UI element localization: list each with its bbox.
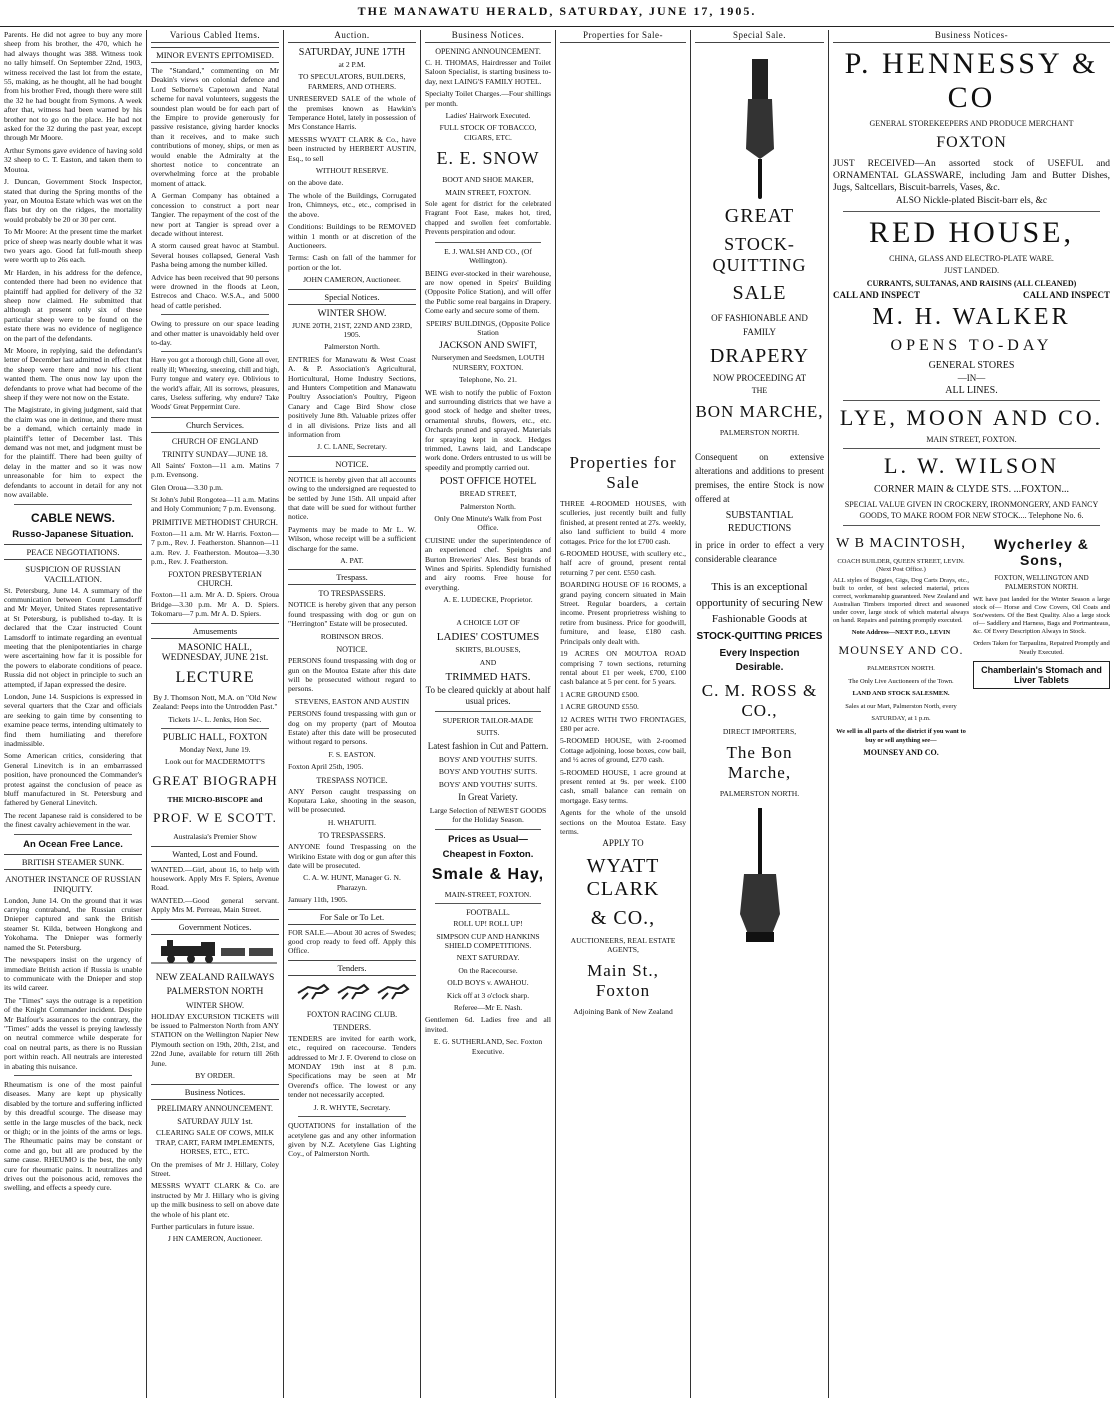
paragraph: Glen Oroua—3.30 p.m. [151, 482, 223, 492]
advert-heading: FOXTON RACING CLUB. [306, 1009, 398, 1019]
advert-title: DRAPERY [709, 345, 810, 367]
column-heading: Auction. [288, 30, 416, 43]
paragraph: Adjoining Bank of New Zealand [573, 1006, 673, 1016]
paragraph: ANYONE found Trespassing on the Wirikino Estate with dog or gun after this date will be prosecuted. [288, 842, 416, 870]
paragraph: J HN CAMERON, Auctioneer. [167, 1234, 263, 1244]
paragraph: MESSRS WYATT CLARK & Co., have been instructed by HERBERT AUSTIN, Esq., to sell [288, 134, 416, 163]
advert-title: Smale & Hay, [431, 865, 545, 883]
advert-left [833, 530, 969, 761]
paragraph: H. WHATUITI. [327, 817, 377, 827]
advert-heading: TENDERS. [333, 1022, 371, 1032]
advert-heading: SATURDAY JULY 1st. [177, 1117, 253, 1127]
section-heading: Trespass. [288, 569, 416, 585]
paragraph: Terms: Cash on fall of the hammer for portion or the lot. [288, 253, 416, 272]
paragraph: The whole of the Buildings, Corrugated Iron, Chimneys, etc., etc., comprised in the above. [288, 190, 416, 219]
advert-title: MOUNSEY AND CO. [838, 643, 964, 658]
paragraph: STEVENS, EASTON AND AUSTIN [294, 696, 410, 706]
paragraph: DIRECT IMPORTERS, [722, 727, 797, 737]
advert-heading: TRIMMED HATS. [445, 670, 531, 683]
advert-heading: MASONIC HALL, WEDNESDAY, JUNE 21st. [161, 642, 269, 663]
advert-right [973, 530, 1110, 761]
advert-heading: POST OFFICE HOTEL [439, 476, 537, 488]
paragraph: —IN— [957, 372, 986, 383]
paragraph: OLD BOYS v. AWAHOU. [447, 978, 529, 988]
column-heading: Special Sale. [695, 30, 824, 43]
paragraph: Foxton April 25th, 1905. [288, 762, 364, 772]
advert-title: E. E. SNOW [436, 148, 540, 169]
column-special-sale [691, 30, 828, 1398]
divider [14, 504, 132, 505]
advert-title: & CO., [590, 906, 656, 929]
divider [298, 1116, 406, 1117]
paragraph: SKIRTS, BLOUSES, [455, 645, 521, 655]
paragraph: We sell in all parts of the district if you want to buy or sell anything see— [836, 727, 966, 744]
paragraph: A. E. LUDECKE, Proprietor. [443, 595, 533, 605]
advert-title: GREAT BIOGRAPH [152, 772, 278, 788]
paragraph: Orders Taken for Tarpaulins, Repaired Promptly and Neatly Executed. [973, 639, 1110, 657]
paragraph: FOXTON, WELLINGTON AND PALMERSTON NORTH. [994, 574, 1089, 592]
call-text: CALL AND INSPECT [1022, 290, 1110, 301]
advert-title: GREAT [724, 205, 795, 227]
paragraph: BY ORDER. [195, 1071, 235, 1080]
paragraph: APPLY TO [602, 838, 644, 849]
paragraph: TENDERS are invited for earth work, etc., required on racecourse. Tenders addressed to Mr J. F. Overend to close on MONDAY 19th inst at 8 p.m. Specifications may be seen at Mr Overend's office. The lowest or any tender not necessarily accepted. [288, 1033, 416, 1100]
paragraph: C. H. THOMAS, Hairdresser and Toilet Saloon Specialist, is starting business to-day, next LAING'S FAMILY HOTEL. [425, 58, 551, 86]
advert-heading: TO TRESPASSERS. [318, 589, 386, 599]
column-properties [556, 30, 690, 1398]
paragraph: PERSONS found trespassing with dog or gun on the Moutoa Estate after this date will be prosecuted without regard to persons. [288, 656, 416, 694]
paragraph: Telephone, No. 21. [459, 375, 517, 385]
paragraph: STOCK-QUITTING PRICES [696, 631, 823, 643]
paragraph: WE wish to notify the public of Foxton and surrounding districts that we have a good stock of hedge and shelter trees, ornamental shrubs, flowers, etc., etc. Orchards pruned and sprayed. Materials for spraying kept in stock. Hedges trimmed, Lawns laid, and Landscape work done. Orders entrusted to us will be speedily and promptly carried out. [425, 387, 551, 472]
paragraph: MOUNSEY AND CO. [863, 748, 939, 758]
paragraph: JUST RECEIVED—An assorted stock of USEFUL and ORNAMENTAL GLASSWARE, including Jam and Butter Dishes, Jugs, Saltcellars, Biscuit-barrels, Vases, &c. [833, 159, 1110, 194]
advert-heading: NEW ZEALAND RAILWAYS [155, 972, 275, 983]
advert-title: LECTURE [175, 668, 255, 686]
paragraph: Foxton—11 a.m. Mr A. D. Spiers. Oroua Bridge—3.30 p.m. Mr A. D. Spiers. Tokomaru—7 p.m. Mr A. D. Spiers. [151, 590, 279, 619]
paragraph: The recent Japanese raid is considered to be the finest cavalry achievement in the war. [4, 810, 142, 830]
paragraph: MAIN-STREET, FOXTON. [444, 889, 532, 899]
divider [435, 711, 541, 712]
paragraph: Monday Next, June 19. [179, 744, 251, 754]
paragraph: On the premises of Mr J. Hillary, Coley Street. [151, 1159, 279, 1179]
paragraph: Look out for MACDERMOTT'S [165, 757, 265, 767]
advert-title: W B MACINTOSH, [836, 536, 966, 552]
advert-title: LYE, MOON AND CO. [839, 404, 1104, 430]
paragraph: ROLL UP! ROLL UP! [453, 919, 523, 929]
column-news [0, 30, 146, 1398]
section-heading: Special Notices. [288, 289, 416, 305]
paragraph: ENTRIES for Manawatu & West Coast A. & P. Association's Agricultural, Horticultural, Home Industry Sections, and Hunters Competition and Manawatu Poultry Association's Poultry, Pigeon Canary and Cage Bird Show close positively June 8th. Valuable prizes offer d in all divisions. Prize lists and all information from [288, 354, 416, 439]
paragraph: MAIN STREET, FOXTON. [926, 434, 1017, 444]
section-heading: Government Notices. [151, 919, 279, 935]
paragraph: Ladies' Hairwork Executed. [445, 111, 531, 121]
advert-heading: LADIES' COSTUMES [436, 631, 540, 644]
column-cabled-items [147, 30, 283, 1398]
paragraph: St John's Jubil Rongotea—11 a.m. Matins and Holy Communion; 7 p.m. Evensong. [151, 495, 279, 514]
paragraph: J. Duncan, Government Stock Inspector, stated that during the Spring months of the year, on Moutoa Estate which was wet on the flats but dry on the ridges, the mortality would probably be 20 or 30 per cent. [4, 177, 142, 224]
advert-title: C. M. ROSS & CO., [701, 681, 818, 721]
paragraph: A. PAT. [340, 556, 364, 566]
paragraph: PALMERSTON NORTH. [719, 788, 800, 798]
paragraph: 5-ROOMED HOUSE, with 2-roomed Cottage adjoining, loose boxes, cow bail, and ½ acres of ground, £270 cash. [560, 736, 686, 765]
paragraph: JUST LANDED. [944, 266, 999, 276]
divider [435, 829, 541, 830]
paragraph: ALL LINES. [945, 385, 998, 397]
pointing-hand-icon [740, 49, 780, 199]
advert-heading: PUBLIC HALL, FOXTON [162, 732, 268, 743]
paragraph: Advice has been received that 90 persons were drowned in the floods at Leon, Estrecos and Chaco. W.S.A., and 5000 head of cattle perished. [151, 272, 279, 310]
paragraph: CORNER MAIN & CLYDE STS. ...FOXTON... [874, 484, 1069, 496]
paragraph: THE MICRO-BISCOPE and [167, 794, 263, 804]
paragraph: The Magistrate, in giving judgment, said that the claim was one in detinue, and there must be a demand, which certainly made in plaintiff's letter of December last. This demand was not met, and judgment must be for the plaintiff. There had been guilty of delay in the matter and so it was now unreasonable for him to expect the defendants to account in detail for any not now available. [4, 405, 142, 500]
paragraph: COACH BUILDER, QUEEN STREET, LEVIN. (Next Post Office.) [837, 558, 965, 574]
paragraph: BEING ever-stocked in their warehouse, are now opened in Speirs' Building (Opposite Police Station), and will offer the Public some real bargains in Drapery. Come early and secure some of them. [425, 268, 551, 316]
paragraph: To be cleared quickly at about half usual prices. [425, 684, 551, 706]
paragraph: NOTICE is hereby given that all accounts owing to the undersigned are requested to be settled by June 15th. All unpaid after that date will be sued for without further notice. [288, 474, 416, 522]
advert-title: STOCK-QUITTING [712, 234, 807, 275]
advert-title: The Bon Marche, [726, 742, 793, 782]
paragraph: Owing to pressure on our space leading and other matter is unavoidably held over to-day. [151, 319, 279, 347]
advert-heading: TRESPASS NOTICE. [316, 775, 388, 785]
paragraph: Mr Harden, in his address for the defence, contended there had been no evidence that plaintiff had applied for delivery of the 32 sheep now claimed. He submitted that although at present only six of these particular sheep were to be found on the estate there was no evidence of negligence on the part of the defendants. [4, 267, 142, 343]
subheading: TRINITY SUNDAY—JUNE 18. [162, 449, 268, 459]
masthead-rule [0, 26, 1114, 27]
paragraph: THE [751, 386, 768, 396]
divider [161, 728, 269, 729]
paragraph: J. C. LANE, Secretary. [317, 442, 387, 452]
paragraph: CHINA, GLASS AND ELECTRO-PLATE WARE. [889, 253, 1054, 263]
advert-title: PROF. W E SCOTT. [153, 810, 277, 826]
paragraph: All Saints' Foxton—11 a.m. Matins 7 p.m. Evensong. [151, 460, 279, 480]
advert-heading: SATURDAY, JUNE 17TH [298, 47, 406, 58]
advert-heading: OPENING ANNOUNCEMENT. [435, 47, 541, 56]
section-heading: CABLE NEWS. [31, 510, 115, 525]
advert-title: BON MARCHE, [695, 401, 824, 421]
paragraph: St. Petersburg, June 14. A summary of the communication between Count Lamsdorff and Mr Meyer, United States representative at St Petersburg, is published to-day. It is declared that the Czar instructed Count Lamsdorff to intimate regarding an eventual meeting that the plenipotentiaries in charge were ascertaining how far it is possible for the powers to elaborate conditions of peace. Russia did not object in principle to such an attempted, if Japan expressed the desire. [4, 585, 142, 689]
paragraph: Latest fashion in Cut and Pattern. [427, 740, 549, 751]
paragraph: SUITS. [476, 728, 500, 738]
paragraph: Referee—Mr E. Nash. [453, 1003, 523, 1012]
paragraph: BOYS' AND YOUTHS' SUITS. [438, 767, 538, 777]
paragraph: ALSO Nickle-plated Biscit-barr els, &c [895, 196, 1048, 207]
masthead: THE MANAWATU HERALD, SATURDAY, JUNE 17, 1905. [357, 4, 757, 18]
column-auction [284, 30, 420, 1398]
paragraph: NOTICE is hereby given that any person found trespassing with dog or gun on "Herrington" Estate will be prosecuted. [288, 600, 416, 629]
subheading: MINOR EVENTS EPITOMISED. [151, 47, 279, 63]
divider [161, 351, 269, 352]
paragraph: on the above date. [288, 178, 344, 188]
paragraph: Sales at our Mart, Palmerston North, every [845, 702, 957, 710]
paragraph: GENERAL STORES [928, 360, 1015, 372]
paragraph: Kick off at 3 o'clock sharp. [446, 990, 530, 1000]
paragraph: The Only Live Auctioneers of the Town. [848, 677, 954, 685]
paragraph: BREAD STREET, [459, 489, 517, 499]
paragraph: 19 ACRES ON MOUTOA ROAD comprising 7 town sections, returning rental about £1 per week, £700, £100 cash balance at 5 per cent. for 5 years. [560, 649, 686, 687]
paragraph: Rheumatism is one of the most painful diseases. Many are kept up physically disabled by the torture and suffering inflicted by this dreadful scourge. The disease may settle in the large muscles of the back, neck or thigh; or in the joints of the arms or legs. The Rheumatic pains may be constant or come and go, but all are produced by the same cause. RHEUMO is the best, the only cure for rheumatic pains. It neutralizes and drives out the poisonous acid, removes the swelling, and effects a speedy cure. [4, 1079, 142, 1193]
chamberlain-advert: Chamberlain's Stomach and Liver Tablets [973, 661, 1110, 689]
paragraph: J. R. WHYTE, Secretary. [313, 1102, 391, 1112]
paragraph: In Great Variety. [458, 791, 518, 802]
paragraph: PALMERSTON NORTH. [867, 665, 935, 673]
paragraph: MAIN STREET, FOXTON. [445, 187, 531, 197]
paragraph: London, June 14. Suspicions is expressed in several quarters that the Czar and officials are seeking to gain time by consenting to examine peace terms, intending ultimately to find them humiliating and therefore inadmissible. [4, 691, 142, 748]
paragraph: By J. Thomson Nott, M.A. on "Old New Zealand: Peeps into the Untrodden Past." [152, 692, 278, 712]
divider [843, 448, 1100, 449]
advert-heading: TO TRESPASSERS. [318, 831, 386, 841]
paragraph: A storm caused great havoc at Stambul. Several houses collapsed, General Vash Pasha being among the number killed. [151, 241, 279, 270]
paragraph: Sole agent for district for the celebrated Fragrant Foot Ease, makes hot, tired, chapped and swollen feet comfortable. Prevents perspiration and odour. [425, 200, 551, 237]
column-heading: Various Cabled Items. [151, 30, 279, 43]
advert-heading: NOTICE. [336, 645, 368, 655]
paragraph: Further particulars in future issue. [151, 1222, 255, 1232]
paragraph: TO SPECULATORS, BUILDERS, FARMERS, AND OTHERS. [298, 72, 406, 91]
column-business-notices [421, 30, 555, 1398]
section-heading: For Sale or To Let. [288, 909, 416, 925]
subheading: An Ocean Free Lance. [23, 838, 123, 850]
paragraph: Tickets 1/-. L. Jenks, Hon Sec. [168, 714, 262, 724]
divider [843, 400, 1100, 401]
paragraph: Mr Moore, in replying, said the defendant's letter of December last admitted in effect that the sheep were there and now his client wanted them. The onus now lay upon the defendants to prove what had become of the sheep if they were not now on the Estate. [4, 346, 142, 403]
paragraph: Note Address—NEXT P.O., LEVIN [851, 629, 951, 637]
paragraph: The newspapers insist on the urgency of immediate British action if Russia is unable to communicate with the Dnieper and stop its wild career. [4, 955, 142, 993]
paragraph: Specialty Toilet Charges.—Four shillings per month. [425, 89, 551, 108]
paragraph: SUBSTANTIAL REDUCTIONS [725, 510, 794, 535]
paragraph: BOOT AND SHOE MAKER, [442, 175, 534, 185]
paragraph: WANTED.—Girl, about 16, to help with housework. Apply Mrs F. Spiers, Avenue Road. [151, 864, 279, 893]
paragraph: BOYS' AND YOUTHS' SUITS. [438, 754, 538, 764]
advert-title: WYATT CLARK [586, 854, 660, 900]
subheading: FOXTON PRESBYTERIAN CHURCH. [168, 570, 262, 589]
paragraph: CURRANTS, SULTANAS, AND RAISINS (ALL CLEANED) [866, 278, 1077, 288]
paragraph: in price in order to effect a very considerable clearance [695, 540, 824, 565]
paragraph: NOW PROCEEDING AT [712, 373, 807, 383]
paragraph: 12 ACRES WITH TWO FRONTAGES, £80 per acre. [560, 714, 686, 733]
subheading: PEACE NEGOTIATIONS. [4, 544, 142, 560]
paragraph: E. G. SUTHERLAND, Sec. Foxton Executive. [433, 1037, 543, 1056]
advert-heading: PRELIMARY ANNOUNCEMENT. [156, 1104, 273, 1114]
advert-heading: Cheapest in Foxton. [442, 848, 534, 860]
paragraph: Parents. He did not agree to buy any more sheep from his brother, the 470, which he had always thought was 388. Witness took no tally himself. On September 22nd, 1903, witness received the last lot from the estate, 55, making, as he thought, all he had bought from his brother Fred, though there were still the 32 he had bought from Symons. A week after that, witness had been warned by his brother not to go on the place. He had not asked for the 32 during the past year, except through Mr Moore. [4, 30, 142, 143]
paragraph: SPEIRS' BUILDINGS, (Opposite Police Station [426, 318, 550, 337]
paragraph: WE have just landed for the Winter Season a large stock of— Horse and Cow Covers, Oil Coats and Sou'westers. Of the Best Quality. Also a large stock of— Saddlery and Harness, Bags and Portmanteaus, &c. Of Every Description Always in Stock. [973, 595, 1110, 635]
paragraph: Conditions: Buildings to be REMOVED within 1 month or at discretion of the Auctioneers. [288, 222, 416, 250]
advert-heading: WINTER SHOW. [186, 1000, 244, 1010]
paragraph: The "Times" says the outrage is a repetition of the Knight Commander incident. Despite Mr Balfour's assurances to the contrary, the "Times" adds the vessel is preying lawlessly on neutral commerce while desperate for coal on neutral parts, as there is no Russian port within reach. All neutrals are interested in abating this nuisance. [4, 995, 142, 1071]
paragraph: MESSRS WYATT CLARK & Co. are instructed by Mr J. Hillary who is giving up the milk business to sell on above date the whole of his plant etc. [151, 1181, 279, 1219]
advert-title: L. W. WILSON [884, 453, 1059, 479]
paragraph: FULL STOCK OF TOBACCO, CIGARS, ETC. [439, 123, 537, 142]
divider [843, 211, 1100, 212]
paragraph: 1 ACRE GROUND £550. [560, 702, 639, 712]
racehorses-icon [288, 979, 414, 1001]
paragraph: SUPERIOR TAILOR-MADE [442, 715, 534, 725]
paragraph: JUNE 20TH, 21ST, 22ND AND 23RD, 1905. [291, 320, 413, 339]
advert-title: RED HOUSE, [868, 215, 1074, 249]
divider [14, 834, 132, 835]
section-heading: Tenders. [288, 960, 416, 976]
paragraph: SATURDAY, at 1 p.m. [871, 715, 931, 723]
paragraph: CUISINE under the superintendence of an experienced chef. Speights and Burton Breweries' Ales. Best brands of Wines and Spirits. Splendidly furnished and airy rooms. Free house for everything. [425, 535, 551, 592]
paragraph: NEXT SATURDAY. [456, 953, 520, 963]
locomotive-icon [151, 938, 277, 964]
paragraph: at 2 P.M. [338, 60, 366, 69]
paragraph: Every Inspection Desirable. [719, 648, 800, 674]
divider [843, 525, 1100, 526]
paragraph: Palmerston North. [460, 501, 516, 511]
bottom-adverts [833, 530, 1110, 761]
paragraph: London, June 14. On the ground that it was carrying contraband, the Russian cruiser Dnieper captured and sank the British steamer St. Kilda, between Hongkong and Yokohama. The Dnieper was formerly named the St. Petersburg. [4, 895, 142, 952]
paragraph: Foxton—11 a.m. Mr W. Harris. Foxton—7 p.m., Rev. J. Featherston. Shannon—11 a.m. Rev. J. Featherston. Moutoa—3.30 p.m., Rev. J. Featherston. [151, 528, 279, 567]
paragraph: A CHOICE LOT OF [456, 617, 520, 627]
paragraph: SPECIAL VALUE GIVEN IN CROCKERY, IRONMONGERY, AND FANCY GOODS, TO MAKE ROOM FOR NEW STOCK.... Telephone No. 6. [844, 500, 1099, 521]
paragraph: GENERAL STOREKEEPERS AND PRODUCE MERCHANT [869, 119, 1074, 128]
advert-title: M. H. WALKER [872, 304, 1071, 331]
paragraph: Nurserymen and Seedsmen, LOUTH NURSERY, FOXTON. [431, 353, 545, 372]
column-heading: Business Notices. [425, 30, 551, 43]
advert-heading: WINTER SHOW. [317, 308, 387, 319]
advert-poem: Have you got a thorough chill, Gone all over, really ill; Wheezing, sneezing, chill and high, Furry tongue and watery eye. Oblivious to the world's affair, All its sorrows, pleasures, cares, Useless suffering, why endure? Take Woods' Great Peppermint Cure. [151, 356, 279, 412]
divider [435, 903, 541, 904]
subheading: ANOTHER INSTANCE OF RUSSIAN INIQUITY. [5, 873, 141, 894]
paragraph: WITHOUT RESERVE. [315, 166, 389, 176]
paragraph: ALL styles of Buggies, Gigs, Dog Carts Drays, etc., built to order, of best selected material, prices correct, workmanship guaranteed. New Zealand and Australian Timbers imported direct and seasoned under cover, large stock of which material always on hand. Repairs and painting promptly executed. [833, 577, 969, 625]
paragraph: 5-ROOMED HOUSE, 1 acre ground at present rented at 9s. per week. £100 cash, small balance can remain on mortgage. Easy terms. [560, 767, 686, 805]
paragraph: WANTED.—Good general servant. Apply Mrs M. Perreau, Main Street. [151, 895, 279, 915]
section-heading: Business Notices. [151, 1084, 279, 1100]
paragraph: F. S. EASTON. [328, 749, 376, 759]
paragraph: AND [479, 657, 497, 667]
paragraph: Only One Minute's Walk from Post Office. [434, 514, 542, 533]
paragraph: ANY Person caught trespassing on Koputara Lake, shooting in the season, will be prosecuted. [288, 786, 416, 815]
divider [14, 1075, 132, 1076]
paragraph: PALMERSTON NORTH. [719, 427, 800, 437]
column-business-notices-2 [829, 30, 1114, 1398]
paragraph: Consequent on extensive alterations and additions to present premises, the entire Stock is now offered at [695, 452, 824, 505]
call-text: CALL AND INSPECT [833, 290, 921, 301]
section-heading: Amusements [151, 623, 279, 639]
advert-title: Wycherley & Sons, [994, 536, 1089, 569]
advert-heading: PALMERSTON NORTH [166, 986, 264, 997]
divider [435, 242, 541, 243]
section-heading: NOTICE. [288, 456, 416, 472]
call-row [833, 291, 1110, 300]
paragraph: HOLIDAY EXCURSION TICKETS will be issued to Palmerston North from ANY STATION on the Wellington Napier New Plymouth section on 19th, 20th, 21st, and 22nd June, available for return till 26th June. [151, 1011, 279, 1068]
advert-title: Properties for Sale [569, 453, 677, 492]
paragraph: 1 ACRE GROUND £500. [560, 689, 639, 699]
column-heading: Business Notices- [833, 30, 1110, 43]
paragraph: CLEARING SALE OF COWS, MILK TRAP, CART, FARM IMPLEMENTS, HORSES, ETC., ETC. [155, 1128, 275, 1157]
paragraph: BOYS' AND YOUTHS' SUITS. [438, 779, 538, 789]
section-heading: Church Services. [151, 417, 279, 433]
subheading: Russo-Japanese Situation. [12, 528, 134, 540]
subheading: CHURCH OF ENGLAND [171, 436, 259, 446]
paragraph: THREE 4-ROOMED HOUSES, with sculleries, just recently built and fully finished, at present rented at 27s. weekly, also land sufficient to build 4 more cottages. Price for the lot £700 cash. [560, 499, 686, 546]
advert-heading: Prices as Usual— [448, 833, 528, 845]
paragraph: Arthur Symons gave evidence of having sold 32 sheep to C. T. Easton, and taken them to Moutoa. [4, 145, 142, 174]
advert-title: FOXTON [936, 134, 1007, 152]
subheading: PRIMITIVE METHODIST CHURCH. [152, 517, 278, 527]
paragraph: LAND AND STOCK SALESMEN. [852, 690, 950, 698]
pointing-hand-icon [730, 804, 790, 944]
paragraph: Palmerston North. [324, 342, 380, 352]
paragraph: PERSONS found trespassing with gun or dog on my property (part of Moutoa Estate) after this date will be prosecuted without regard to persons. [288, 709, 416, 747]
paragraph: Payments may be made to Mr L. W. Wilson, whose receipt will be a sufficient discharge for the same. [288, 524, 416, 553]
advert-heading: JACKSON AND SWIFT, [439, 341, 537, 352]
advert-title: P. HENNESSY & CO [844, 47, 1099, 114]
paragraph: E. J. WALSH AND CO., (Of Wellington). [444, 246, 532, 266]
paragraph: Agents for the whole of the unsold sections on the Moutoa Estate. Easy terms. [560, 808, 686, 836]
paragraph: FOR SALE.—About 30 acres of Swedes; good crop ready to feed off. Apply this Office. [288, 927, 416, 956]
paragraph: BOARDING HOUSE OF 16 ROOMS, a grand paying concern situated in Main Street. Regular boarders, a certain income. Present proprietress wishing to retire from business. Price for goodwill, furniture, and lease, £180 cash. Principals only dealt with. [560, 580, 686, 646]
paragraph: Some American critics, considering that General Linevitch is in an embarrassed position, have pronounced the Commander's protest against the conclusion of peace as bluff manufactured in St. Petersburg and fathered by General Linevitch. [4, 751, 142, 808]
advert-heading: FOOTBALL. [466, 908, 510, 918]
paragraph: On the Racecourse. [458, 965, 518, 975]
paragraph: UNRESERVED SALE of the whole of the premises known as Hawkin's Temperance Hotel, lately in possession of Mrs Constance Harris. [288, 94, 416, 132]
paragraph: 6-ROOMED HOUSE, with scullery etc., half acre of ground, present rental returning 7 per cent. £550 cash. [560, 549, 686, 577]
paragraph: SIMPSON CUP AND HANKINS SHIELD COMPETITIONS. [436, 931, 540, 950]
paragraph: Australasia's Premier Show [173, 832, 257, 842]
section-heading: Wanted, Lost and Found. [151, 846, 279, 862]
paragraph: This is an exceptional opportunity of securing New Fashionable Goods at [696, 581, 823, 626]
paragraph: January 11th, 1905. [288, 895, 348, 905]
paragraph: C. A. W. HUNT, Manager G. N. Pharazyn. [303, 873, 401, 892]
paragraph: JOHN CAMERON, Auctioneer. [303, 275, 401, 285]
divider [161, 314, 269, 315]
paragraph: To Mr Moore: At the present time the market price of sheep was nearly double what it was two years ago. Good fat full-mouth sheep were worth up to 26s each. [4, 227, 142, 265]
paragraph: A German Company has obtained a concession to construct a port near Tangier. The repayment of the cost of the new port at Tangier is spread over a decade without interest. [151, 191, 279, 238]
subheading: BRITISH STEAMER SUNK. [4, 854, 142, 870]
paragraph: The "Standard," commenting on Mr Deakin's views on colonial defence and Lord Selborne's Capetown and Natal scheme for naval volunteers, suggests the soundest plan would be for each part of the Empire to provide generously for passive resistance, giving harder knocks than it receives, and to make such contributions of money, ships, or men as would enable the Admiralty at the shortest notice to concentrate an overwhelming force at the probable moment of attack. [151, 66, 279, 188]
subheading: SUSPICION OF RUSSIAN VACILLATION. [25, 563, 121, 584]
column-heading: Properties for Sale- [560, 30, 686, 43]
paragraph: ROBINSON BROS. [320, 631, 384, 641]
advert-title: SALE [732, 282, 787, 304]
paragraph: AUCTIONEERS, REAL ESTATE AGENTS, [570, 935, 676, 955]
paragraph: QUOTATIONS for installation of the acetylene gas and any other information given by N.Z. Acetylene Gas Lighting Coy., of Palmerston North. [288, 1121, 416, 1159]
advert-title: OPENS TO-DAY [890, 337, 1053, 355]
paragraph: Large Selection of NEWEST GOODS for the Holiday Season. [429, 805, 547, 825]
paragraph: OF FASHIONABLE AND FAMILY [711, 313, 808, 337]
advert-title: Main St., Foxton [587, 960, 659, 1000]
paragraph: Gentlemen 6d. Ladies free and all invited. [425, 1015, 551, 1034]
